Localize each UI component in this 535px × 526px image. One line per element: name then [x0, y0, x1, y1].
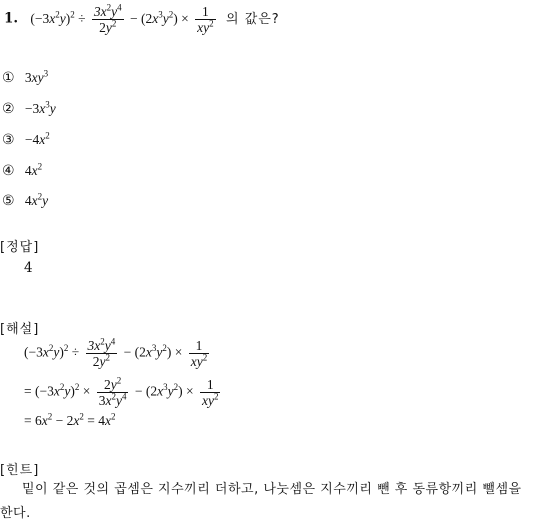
answer-label: [정답] [0, 240, 40, 255]
option-1[interactable] [2, 70, 48, 86]
hint-label: [힌트] [0, 463, 40, 478]
option-text: $-4x^2$ [24, 130, 50, 147]
option-text: $3xy^3$ [24, 68, 49, 85]
hint-text: 밑이 같은 것의 곱셈은 지수끼리 더하고, 나눗셈은 지수끼리 뺀 후 동류항끼리 뺄셈을 한다. [0, 482, 522, 521]
solution-line-2: = $(-3x^2y)^2$ × $\frac{2y^2}{3x^2y^4}$ − $(2x^3y^2)$ × $\frac{1}{xy^2}$ [24, 375, 219, 408]
option-3[interactable] [2, 132, 50, 148]
option-mark: ① [2, 70, 15, 86]
solution-line-3: = $6x^2 - 2x^2 = 4x^2$ [24, 411, 116, 428]
option-mark: ③ [2, 132, 15, 148]
answer-value: 4 [24, 260, 33, 276]
option-mark: ④ [2, 163, 15, 179]
option-mark: ② [2, 101, 15, 117]
question-expression: $(-3x^2y)^2$ ÷ $\frac{3x^2y^4}{2y^2}$ − $(2x^3y^2)$ × $\frac{1}{xy^2}$ [30, 2, 214, 35]
option-4[interactable] [2, 163, 42, 179]
question-suffix: 의 값은? [226, 11, 280, 27]
option-5[interactable] [2, 193, 48, 209]
solution-line-1: $(-3x^2y)^2$ ÷ $\frac{3x^2y^4}{2y^2}$ − $(2x^3y^2)$ × $\frac{1}{xy^2}$ [24, 336, 208, 369]
question-line [4, 4, 280, 35]
option-text: $-3x^3y$ [24, 99, 56, 116]
option-text: $4x^2y$ [24, 191, 49, 208]
option-text: $4x^2$ [24, 161, 43, 178]
question-number: 1. [4, 10, 19, 27]
option-mark: ⑤ [2, 193, 15, 209]
solution-label: [해설] [0, 322, 40, 337]
option-2[interactable] [2, 101, 56, 117]
